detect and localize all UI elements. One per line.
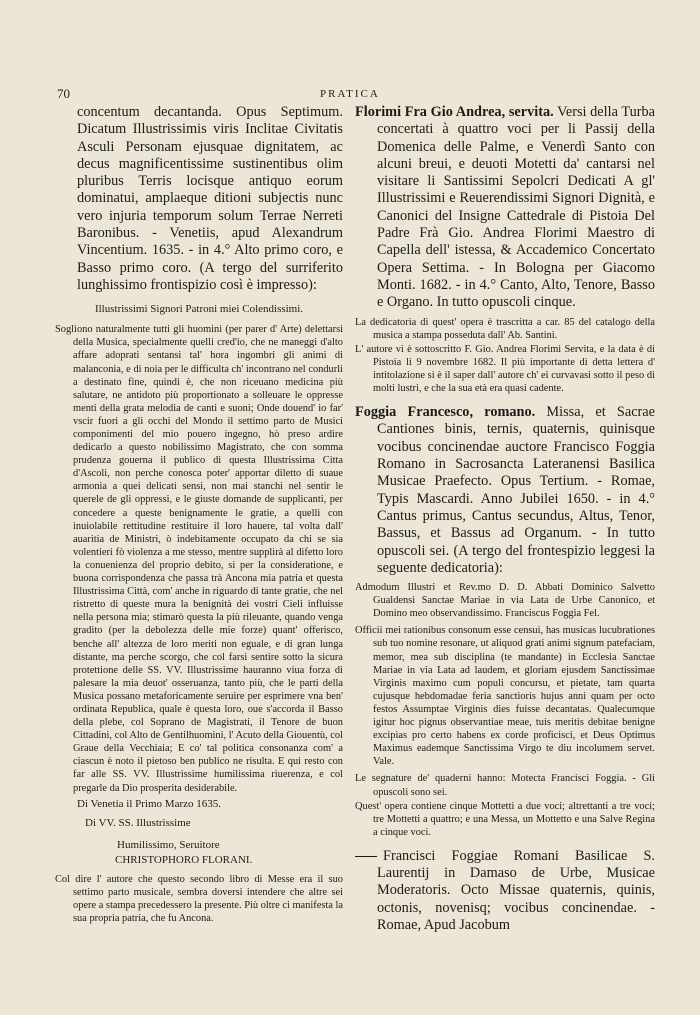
entry-heading: Foggia Francesco, romano. [355, 404, 536, 421]
note: L' autore vi è sottoscritto F. Gio. Andrea Florimi Servita, e la data è di Pistoia li 9 novembre 1682. Il più importante di detta lettera d' intitolazione si è il saper dall' autore ch' ei curvavasi sotto il peso di molti lustri, e che la sua età era quasi cadente. [355, 343, 655, 395]
em-dash-rule [355, 856, 377, 857]
note: Quest' opera contiene cinque Mottetti a due voci; altrettanti a tre voci; tre Mottetti a quattro; e una Messa, un Mottetto e una Salve Regina a cinque voci. [355, 800, 655, 838]
dedication-address: Admodum Illustri et Rev.mo D. D. Abbati Dominico Salvetto Gualdensi Sanctae Mariae in via Lata de Urbe Canonico, et Domino meo observandissimo. Franciscus Foggia Fel. [355, 582, 655, 620]
dedication-title: Illustrissimi Signori Patroni miei Colendissimi. [94, 303, 304, 316]
right-column [355, 104, 655, 934]
entry-foggia [355, 404, 655, 577]
entry-body: Francisci Foggiae Romani Basilicae S. Laurentij in Damaso de Urbe, Musicae Moderatoris. Octo Missae quaternis, quinis, octonis, novenisq; vocibus concinendae. - Romae, Apud Jacobum [377, 847, 655, 934]
entry-florimi [355, 104, 655, 312]
letter-servant: Humilissimo, Seruitore [117, 838, 220, 851]
letter-signature: CHRISTOPHORO FLORANI. [115, 853, 253, 866]
entry-heading: Florimi Fra Gio Andrea, servita. [355, 104, 554, 120]
entry-continuation: concentum decantanda. Opus Septimum. Dicatum Illustrissimis viris Inclitae Civitatis Asculi Personam ejusquae dignitatem, ac decus magnificentissime sustinentibus olim pluribus Terris locisque antiquo eorum dominatui, amplaeque ditioni subjectis nunc vero injuria temporum solum Terrae Nerreti Baronibus. - Venetiis, apud Alexandrum Vincentium. 1635. - in 4.° Alto primo coro, e Basso primo coro. (A tergo del surriferito lunghissimo frontispizio così è impresso): [77, 104, 343, 293]
entry-body: Missa, et Sacrae Cantiones binis, ternis, quaternis, quinisque vocibus concinendae auctore Francisco Foggia Romano in Sacrosancta Lateranensi Basilica Musicae Praefecto. Opus Tertium. - Romae, Typis Mascardi. Anno Jubilei 1650. - in 4.° Cantus primus, Cantus secundus, Altus, Tenor, Bassus, et Bassus ad Organum. - In tutto opuscoli sei. (A tergo del frontespizio leggesi la seguente dedicatoria): [377, 404, 655, 576]
page-number: 70 [57, 86, 70, 101]
running-title: PRATICA [320, 88, 380, 100]
letter-salutation: Di VV. SS. Illustrissime [85, 816, 191, 829]
letter-date: Di Venetia il Primo Marzo 1635. [77, 797, 221, 810]
entry-foggia-masses [355, 848, 655, 934]
editor-note: Col dire l' autore che questo secondo libro di Messe era il suo settimo parto musicale, sembra doversi intendere che altre sei opere a stampa precedessero la presente. Più oltre ci manifesta la sua propria patria, che fu Ancona. [55, 873, 343, 924]
dedication-letter: Sogliono naturalmente tutti gli huomini (per parer d' Arte) delettarsi della Musica, specialmente quelli cred'io, che ne maneggi d'alto affare adoprati sentansi tal' hora ingombri gli animi di malanconia, e di noia per le difficulta ch' incontrano nel condurli a destinato fine, quindi è, che non riceuano medicina più salutare, ne antidoto più proportionato a solleuare le oppresse menti della grata melodia de canti e suoni; Onde douend' io far' vscir fuori a gli occhi del Mondo il settimo parto de Musici componimenti del mio pouero ingegno, hò preso ardire dedicarlo a questo nobilissimo Magistrato, che con somma prudenza gouerna il publico di questa Illustrissima Citta d'Ascoli, non perche conosca poter' apportar diletto di suaue armonia a quei delicati sensi, non mai stanchi nel sentir le querele de gli oppressi, e le giuste domande de supplicanti, per concedere a queste benignamente le gratie, a quelli con inuiolabile rettitudine restituire il loro hauere, tal volta dall' auaritia de Ministri, ò indebitamente occupato da chi se sia volentieri fò violenza a me stesso, mentre supplirà al difetto loro la conuenienza del proprio debito, si per la consideratione, e buona corrispondenza che passa trà Ancona mia patria et questa Illustrissima Città, com' anche in riguardo di tante gratie, che nel ristretto di queste mura la benignità dei vostri Cieli influisse nella persona mia; stimarò questa la più rileuante, quando venga gradito (per la debolezza delle mie forze) quant' offerisco, benche all' altezza de loro meriti non eguale, e di gran lunga distante, ma perche scorgo, che col farsi sentire sotto la sicura protettione delle SS. VV. Illustrissime hauranno viua forza di palesare la mia deuot' osseruanza, tanto più, che le parti della Musica possano metaforicamente seruire per esprimere vna ben' ordinata Republica, quale è questa loro, oue s'accorda il Basso della plebe, col Soprano de Magistrati, il Tenore de buon Cittadini, col Alto de Gentilhuomini, l' Acuto della Giouentù, col Graue della Vecchiaia; E co' tal politica consonanza com' a ciascun è noto il pietoso ben publico ne risulta. E qui resto con far alle SS. VV. Illustrissime humilissima riuerenza, e col pregarle da Dio prosperita desiderabile. [55, 324, 343, 794]
note: Le segnature de' quaderni hanno: Motecta Francisci Foggia. - Gli opuscoli sono sei. [355, 773, 655, 798]
note: La dedicatoria di quest' opera è trascritta a car. 85 del catalogo della musica a stampa posseduta dall' Ab. Santini. [355, 316, 655, 341]
dedication-letter: Officii mei rationibus consonum esse censui, has musicas lucubrationes sub tuo nomine resonare, ut aliquod grati animi signum patefaciam, memor, mea sub disciplina (te mandante) in Ecclesia Sanctae Mariae in via Lata ad laudem, et gloriam ejusdem Sanctissimae Virginis maximo cum populi concursu, et pietate, tam quarta cujusque hebdomadae feria sanctioris hujus anni quam per octo festos Assumptae Virginis dies fuisse decantatas. Qualecumque igitur hoc pignus observantiae meae, tuis meritis debitae benigne excipias pro certo habens ex corde proficisci, et Deus Optimus Maximus eademque Sanctissima Virgo te diu incolumem servet. Vale. [355, 625, 655, 768]
left-column [55, 104, 343, 925]
entry-body: Versi della Turba concertati à quattro voci per li Passij della Domenica delle Palme, e Venerdì Santo con alcuni breui, e deuoti Motetti da' cantarsi nel visitare li Santissimi Sepolcri Dedicati A gl' Illustrissimi e Reuerendissimi Signori Dignità, e Canonici del Insigne Cattedrale di Pistoia Del Padre Frà Gio. Andrea Florimi Maestro di Capella dell' istessa, & Accademico Concertato Opera Settima. - In Bologna per Giacomo Monti. 1682. - in 4.° Canto, Alto, Tenore, Basso e Organo. In tutto opuscoli cinque. [377, 104, 655, 311]
